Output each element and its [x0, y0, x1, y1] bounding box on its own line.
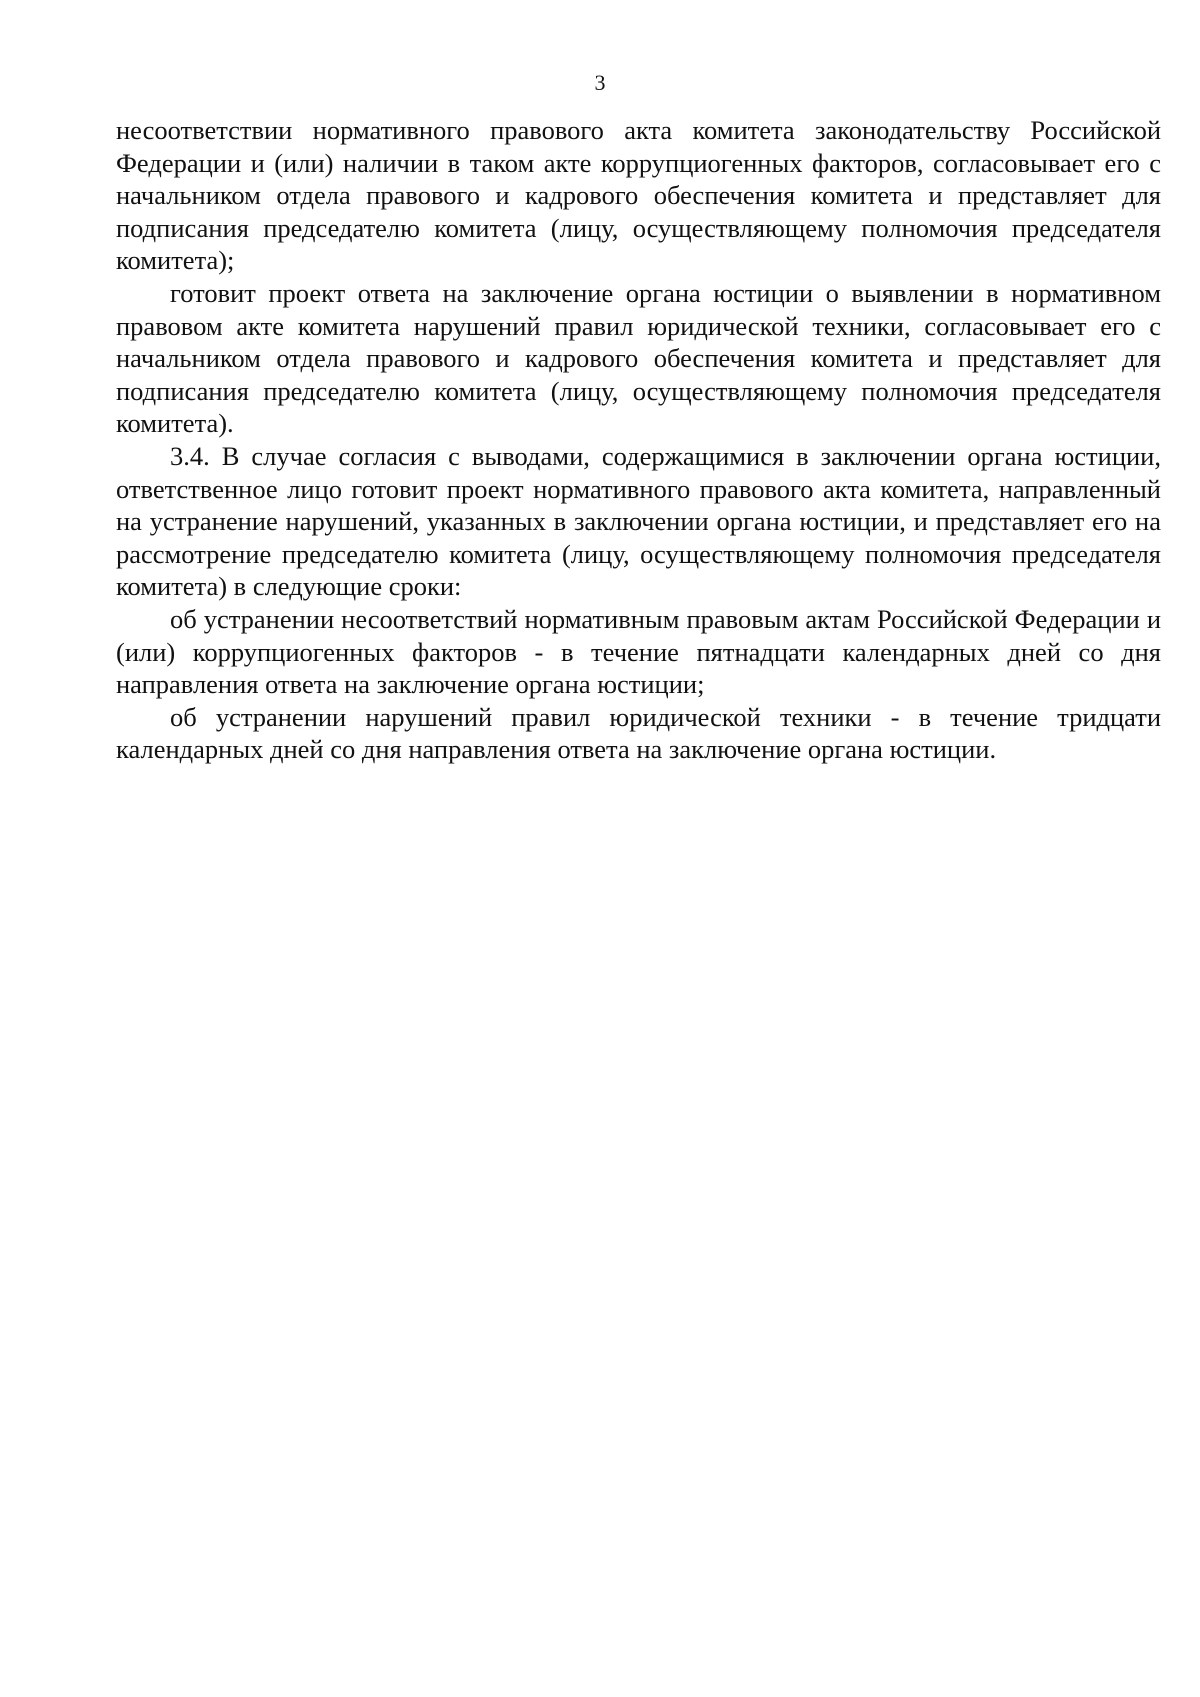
- paragraph-deadline-15-days: об устранении несоответствий нормативным правовым актам Российской Федерации и (или) коррупциогенных факторов - в течение пятнадцати календарных дней со дня направления ответа на заключение органа юстиции;: [116, 603, 1161, 700]
- document-body: [116, 114, 1161, 766]
- paragraph-deadline-30-days: об устранении нарушений правил юридической техники - в течение тридцати календарных дней со дня направления ответа на заключение органа юстиции.: [116, 701, 1161, 765]
- paragraph-continuation: несоответствии нормативного правового акта комитета законодательству Российской Федерации и (или) наличии в таком акте коррупциогенных факторов, согласовывает его с начальником отдела правового и кадрового обеспечения комитета и представляет для подписания председателю комитета (лицу, осуществляющему полномочия председателя комитета);: [116, 115, 1161, 276]
- paragraph-response-draft: готовит проект ответа на заключение органа юстиции о выявлении в нормативном правовом акте комитета нарушений правил юридической техники, согласовывает его с начальником отдела правового и кадрового обеспечения комитета и представляет для подписания председателю комитета (лицу, осуществляющему полномочия председателя комитета).: [116, 277, 1161, 439]
- page-number: 3: [594, 70, 606, 95]
- paragraph-section-3-4: 3.4. В случае согласия с выводами, содержащимися в заключении органа юстиции, ответственное лицо готовит проект нормативного правового акта комитета, направленный на устранение нарушений, указанных в заключении органа юстиции, и представляет его на рассмотрение председателю комитета (лицу, осуществляющему полномочия председателя комитета) в следующие сроки:: [116, 440, 1161, 602]
